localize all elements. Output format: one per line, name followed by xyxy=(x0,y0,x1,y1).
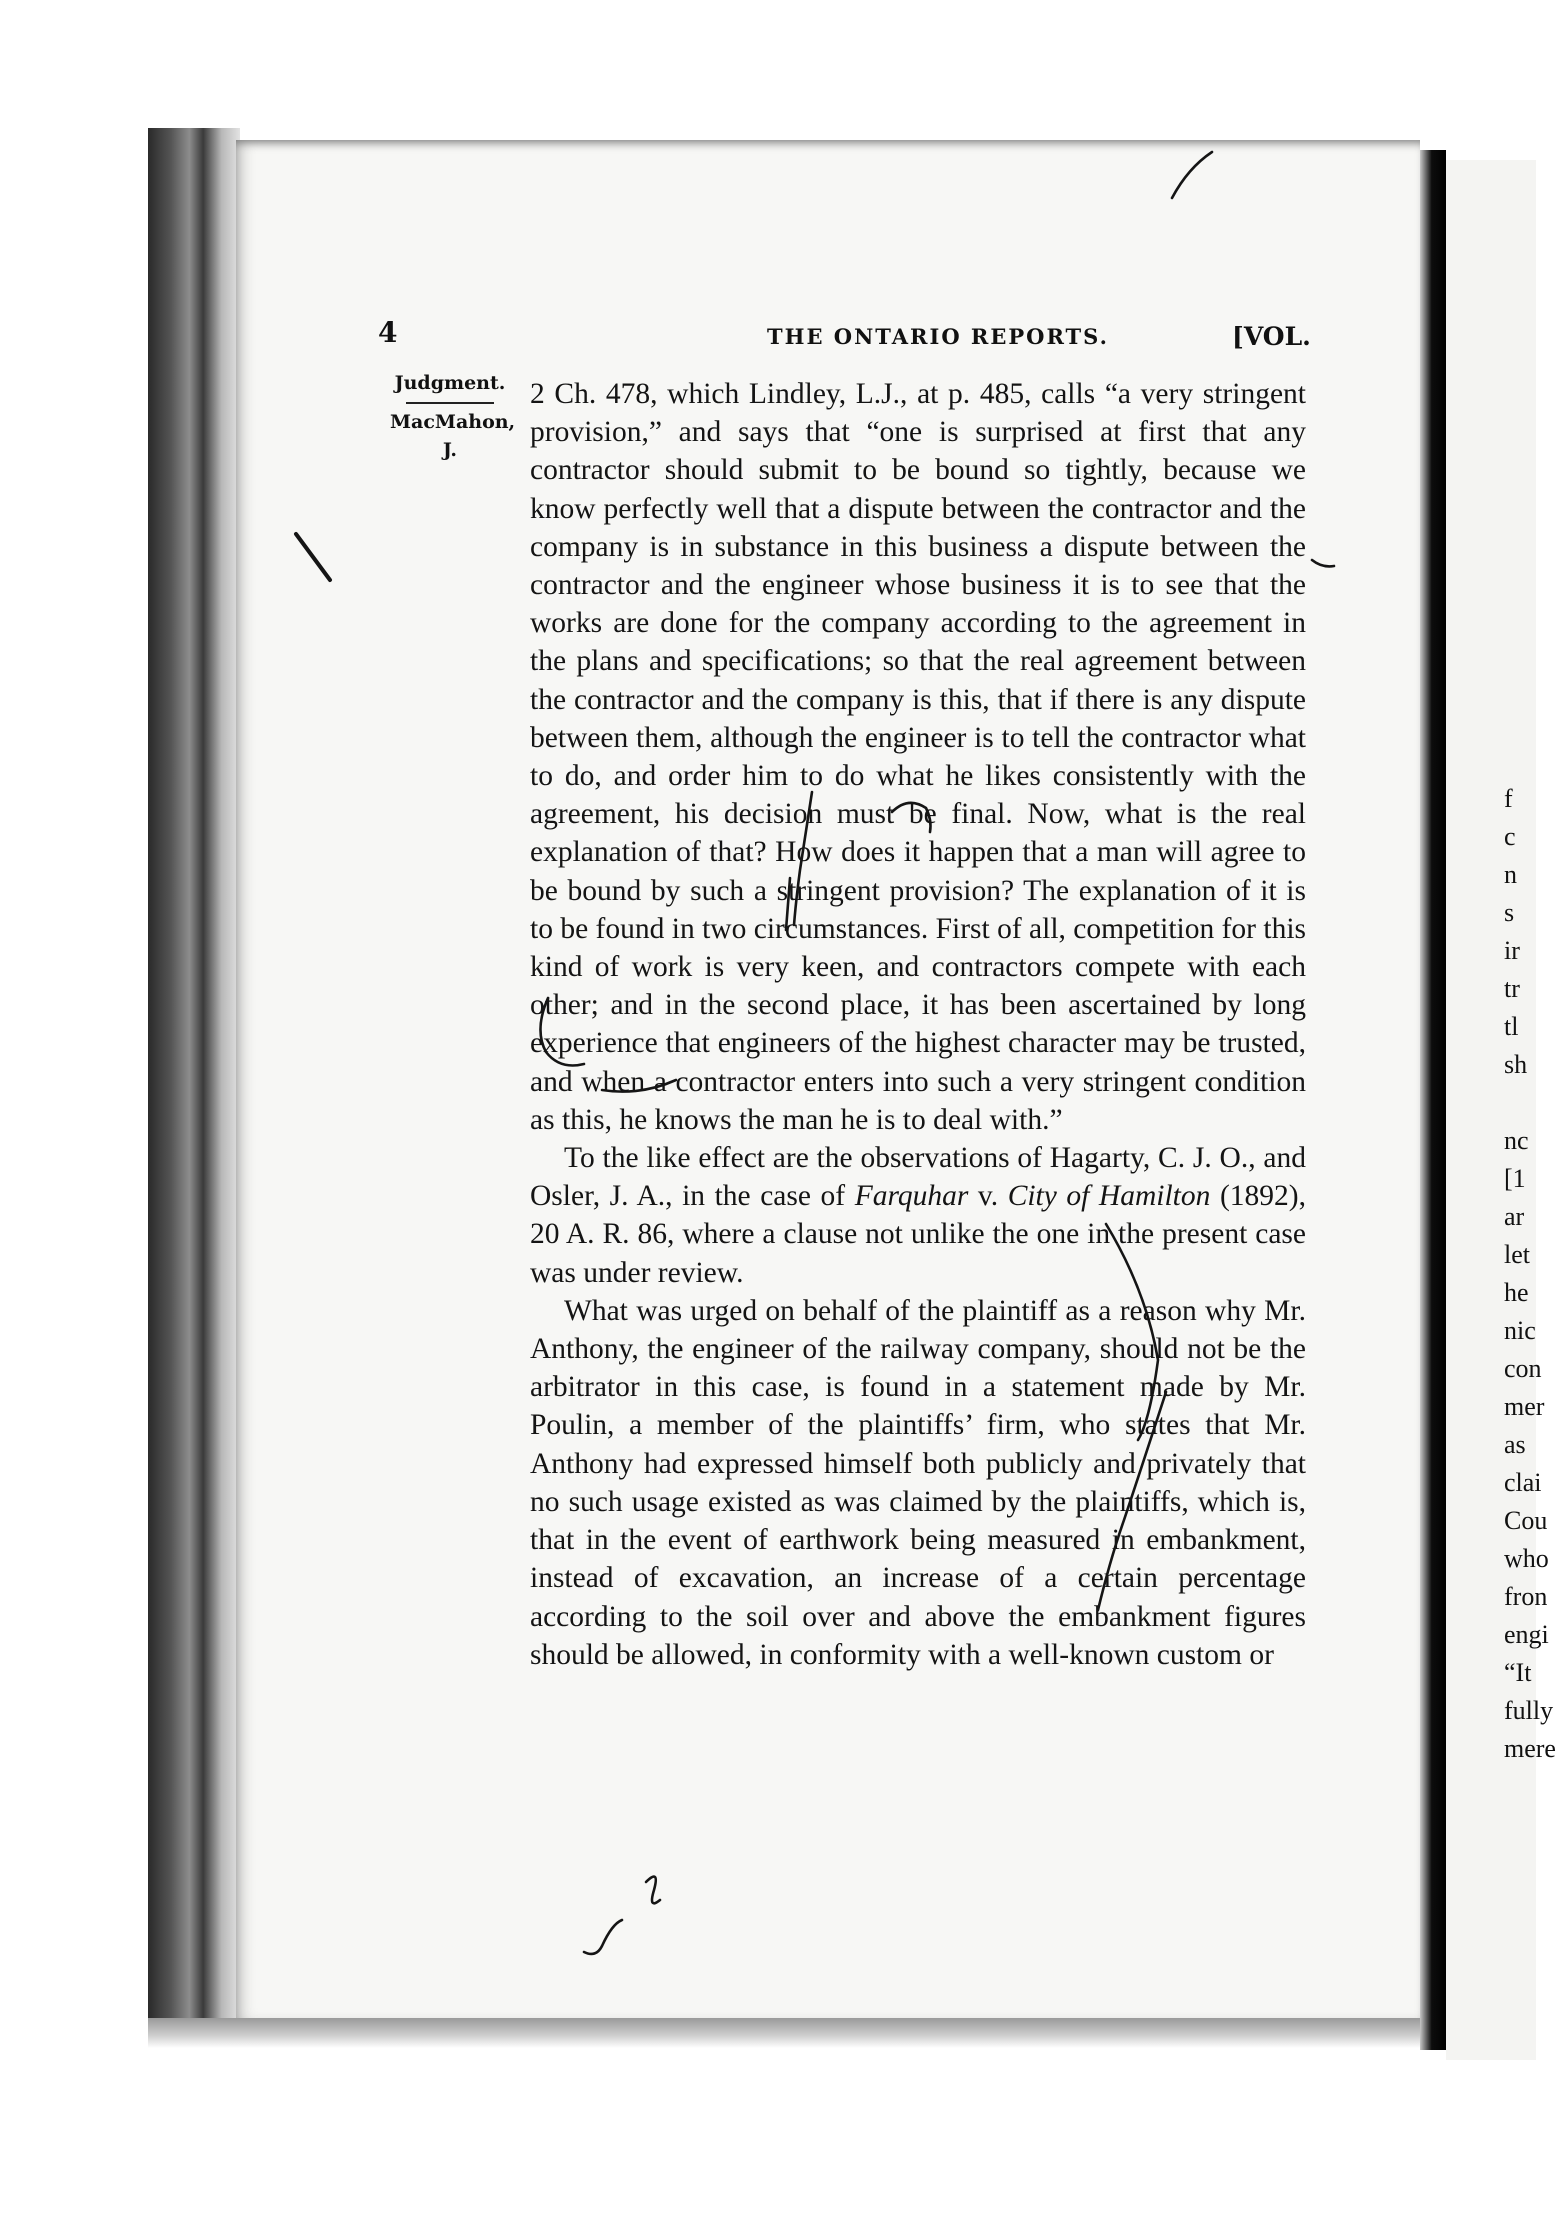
running-title: THE ONTARIO REPORTS. xyxy=(767,324,1109,349)
margin-judge-name: MacMahon, xyxy=(390,411,516,433)
facing-page-line: tl xyxy=(1504,1012,1519,1041)
facing-page-line: ir xyxy=(1504,936,1520,965)
margin-rule xyxy=(406,402,494,404)
facing-page-line: fron xyxy=(1504,1582,1548,1611)
paragraph-quote: 2 Ch. 478, which Lindley, L.J., at p. 485, calls “a very stringent provision,” and says that “one is surprised at first that any contractor should submit to be bound so tightly, because we know perfectly well that a dispute between the contractor and the company is in substance in this business a dispute between the contractor and the engineer whose business it is to see that the works are done for the company according to the agreement in the plans and specifications; so that the real agreement between the contractor and the company is this, that if there is any dispute between them, although the engineer is to tell the contractor what to do, and order him to do what he likes consistently with the agreement, his decision must be final. Now, what is the real explanation of that? How does it happen that a man will agree to be bound by such a stringent provision? The explanation of it is to be found in two circumstances. First of all, competition for this kind of work is very keen, and contractors compete with each other; and in the second place, it has been ascertained by long experience that engineers of the highest character may be trusted, and when a contractor enters into such a very stringent condition as this, he knows the man he is to deal with.” xyxy=(530,378,1306,1136)
page-bottom-edge xyxy=(148,2018,1420,2048)
book-gutter xyxy=(1420,150,1446,2050)
facing-page-line: [1 xyxy=(1504,1164,1526,1193)
page-number: 4 xyxy=(378,316,398,349)
facing-page-line: c xyxy=(1504,822,1516,851)
facing-page-text xyxy=(1504,780,1556,1768)
case-name-city: City of Hamilton xyxy=(1007,1180,1211,1213)
facing-page-line: Cou xyxy=(1504,1506,1548,1535)
facing-page-line: tr xyxy=(1504,974,1520,1003)
facing-page-line: clai xyxy=(1504,1468,1542,1497)
margin-heading: Judgment. xyxy=(394,372,506,394)
facing-page-line: he xyxy=(1504,1278,1529,1307)
facing-page-line: let xyxy=(1504,1240,1530,1269)
facing-page-line: con xyxy=(1504,1354,1542,1383)
book-spine-shadow xyxy=(148,128,240,2028)
volume-label: [VOL. xyxy=(1232,322,1311,351)
facing-page-line: ar xyxy=(1504,1202,1525,1231)
facing-page-line: s xyxy=(1504,898,1515,927)
facing-page-line: sh xyxy=(1504,1050,1528,1079)
facing-page-line: engi xyxy=(1504,1620,1549,1649)
margin-judge-title: J. xyxy=(442,439,458,461)
case-versus: v. xyxy=(968,1180,1008,1213)
facing-page-line: fully xyxy=(1504,1696,1554,1725)
paragraph-case-reference xyxy=(530,1139,1306,1292)
facing-page-line: mere xyxy=(1504,1734,1556,1763)
facing-page-line: n xyxy=(1504,860,1517,889)
facing-page-line xyxy=(1504,1084,1544,1122)
facing-page-line: nic xyxy=(1504,1316,1536,1345)
paragraph-case-lead: To the like effect are the observations of Hagarty, C. J. O., and Osler, J. A., in the case of xyxy=(530,1142,1306,1213)
body-text xyxy=(530,375,1306,1674)
facing-page-line: who xyxy=(1504,1544,1549,1573)
paragraph-case-tail: (1892), 20 A. R. 86, where a clause not unlike the one in the present case was under review. xyxy=(530,1180,1306,1289)
margin-note xyxy=(390,372,516,464)
paragraph-plaintiff: What was urged on behalf of the plaintiff as a reason why Mr. Anthony, the engineer of the railway company, should not be the arbitrator in this case, is found in a statement made by Mr. Poulin, a member of the plaintiffs’ firm, who states that Mr. Anthony had expressed himself both publicly and privately that no such usage existed as was claimed by the plaintiffs, which is, that in the event of earthwork being measured in embankment, instead of excavation, an increase of a certain percentage according to the soil over and above the embankment figures should be allowed, in conformity with a well-known custom or xyxy=(530,1294,1306,1671)
case-name-party: Farquhar xyxy=(854,1180,969,1213)
facing-page-line: f xyxy=(1504,784,1513,813)
facing-page-line: nc xyxy=(1504,1126,1529,1155)
facing-page-line: as xyxy=(1504,1430,1526,1459)
facing-page-line: “It xyxy=(1504,1658,1532,1687)
facing-page-line: mer xyxy=(1504,1392,1545,1421)
